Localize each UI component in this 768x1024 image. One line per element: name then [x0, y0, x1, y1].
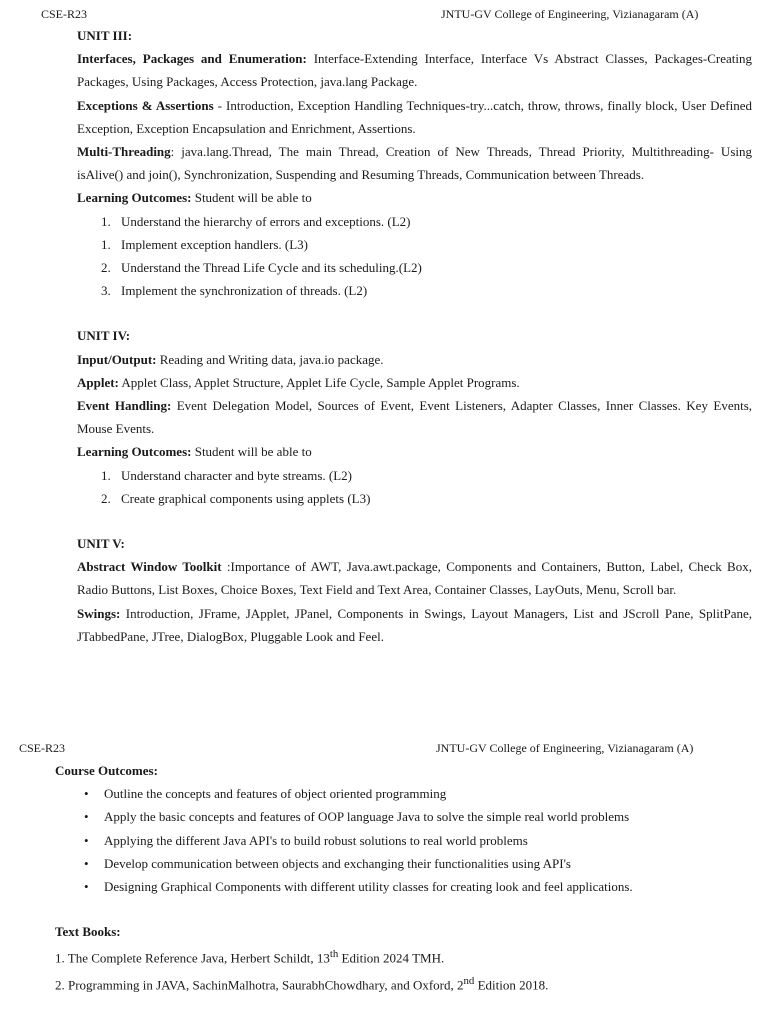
bullet-icon: •	[84, 786, 89, 802]
topic-text: Reading and Writing data, java.io package.	[156, 351, 384, 367]
syllabus-page-2	[0, 738, 768, 1024]
bullet-icon: •	[84, 855, 89, 871]
text-book-item: 2. Programming in JAVA, SachinMalhotra, SaurabhChowdhary, and Oxford, 2nd Edition 2018.	[55, 974, 549, 993]
unit-3-learning-outcomes-heading	[77, 186, 752, 209]
topic-label: Applet:	[77, 374, 119, 390]
unit-4-io-paragraph	[77, 348, 752, 371]
page-1-body	[77, 24, 752, 648]
topic-label: Event Handling:	[77, 398, 172, 414]
topic-text: Introduction, JFrame, JApplet, JPanel, Components in Swings, Layout Managers, List and JScroll Pane, SplitPane, JTabbedPane, JTree, DialogBox, Pluggable Look and Feel.	[77, 605, 752, 644]
topic-text: :Importance of AWT, Java.awt.package, Components and Containers, Button, Label, Check Box, Radio Buttons, List Boxes, Choice Boxes, Text Field and Text Area, Container Classes, LayOuts, Menu, Scroll bar.	[77, 559, 752, 598]
list-item: • Apply the basic concepts and features of OOP language Java to solve the simple real world problems	[55, 805, 755, 828]
spacer	[55, 898, 755, 920]
lo-text: Student will be able to	[191, 444, 312, 460]
text-books-title: Text Books:	[55, 924, 121, 940]
topic-label: Interfaces, Packages and Enumeration:	[77, 51, 307, 67]
spacer	[77, 302, 752, 324]
bullet-icon: •	[84, 879, 89, 895]
unit-4-event-handling-paragraph	[77, 394, 752, 440]
topic-text: : java.lang.Thread, The main Thread, Creation of New Threads, Thread Priority, Multithreading- Using isAlive() and join(), Synchronization, Suspending and Resuming Threads, Communication between Threads.	[77, 144, 752, 183]
topic-label: Multi-Threading	[77, 144, 171, 160]
unit-3-outcomes-list	[77, 210, 752, 303]
lo-label: Learning Outcomes:	[77, 190, 192, 206]
unit-5-swings-paragraph	[77, 602, 752, 648]
unit-4-title: UNIT IV:	[77, 328, 131, 344]
header-regulation: CSE-R23	[19, 741, 66, 755]
topic-label: Exceptions & Assertions	[77, 97, 214, 113]
bullet-icon: •	[84, 809, 89, 825]
header-college: JNTU-GV College of Engineering, Vizianagaram (A)	[436, 741, 694, 755]
list-item: • Applying the different Java API's to build robust solutions to real world problems	[55, 829, 755, 852]
bullet-icon: •	[84, 832, 89, 848]
topic-text: Interface-Extending Interface, Interface Vs Abstract Classes, Packages-Creating Packages, Using Packages, Access Protection, java.lang Package.	[77, 51, 752, 90]
unit-3-multithreading-paragraph	[77, 140, 752, 186]
lo-text: Student will be able to	[191, 190, 312, 206]
header-college: JNTU-GV College of Engineering, Vizianagaram (A)	[441, 7, 699, 21]
topic-text: Applet Class, Applet Structure, Applet Life Cycle, Sample Applet Programs.	[118, 374, 520, 390]
unit-4-applet-paragraph	[77, 371, 752, 394]
list-item: 1. Implement exception handlers. (L3)	[101, 236, 308, 252]
course-outcomes-title: Course Outcomes:	[55, 763, 158, 778]
page-2-body	[55, 759, 755, 996]
unit-3-exceptions-paragraph	[77, 94, 752, 140]
list-item: 1. Understand character and byte streams. (L2)	[101, 467, 353, 483]
spacer	[77, 510, 752, 532]
lo-label: Learning Outcomes:	[77, 444, 192, 460]
unit-3-title: UNIT III:	[77, 28, 133, 43]
list-item: • Outline the concepts and features of object oriented programming	[55, 782, 755, 805]
unit-3-interfaces-paragraph	[77, 47, 752, 93]
list-item: • Designing Graphical Components with different utility classes for creating look and feel applications.	[55, 875, 755, 898]
unit-5-awt-paragraph	[77, 555, 752, 601]
text-book-item: 1. The Complete Reference Java, Herbert Schildt, 13th Edition 2024 TMH.	[55, 948, 445, 966]
topic-text: - Introduction, Exception Handling Techniques-try...catch, throw, throws, finally block, User Defined Exception, Exception Encapsulation and Enrichment, Assertions.	[77, 97, 752, 136]
list-item: • Develop communication between objects and exchanging their functionalities using API's	[55, 852, 755, 875]
topic-label: Swings:	[77, 605, 121, 621]
course-outcomes-list	[55, 782, 755, 898]
topic-text: Event Delegation Model, Sources of Event, Event Listeners, Adapter Classes, Inner Classes. Key Events, Mouse Events.	[77, 398, 753, 437]
list-item: 2. Create graphical components using applets (L3)	[101, 490, 371, 506]
list-item: 2. Understand the Thread Life Cycle and its scheduling.(L2)	[101, 260, 422, 276]
header-regulation: CSE-R23	[41, 7, 88, 21]
unit-5-title: UNIT V:	[77, 536, 125, 552]
list-item: 3. Implement the synchronization of threads. (L2)	[101, 283, 368, 299]
topic-label: Input/Output:	[77, 351, 157, 367]
unit-4-outcomes-list	[77, 464, 752, 510]
unit-4-learning-outcomes-heading	[77, 440, 752, 463]
topic-label: Abstract Window Toolkit	[77, 559, 222, 575]
list-item: 1. Understand the hierarchy of errors and exceptions. (L2)	[101, 213, 411, 229]
